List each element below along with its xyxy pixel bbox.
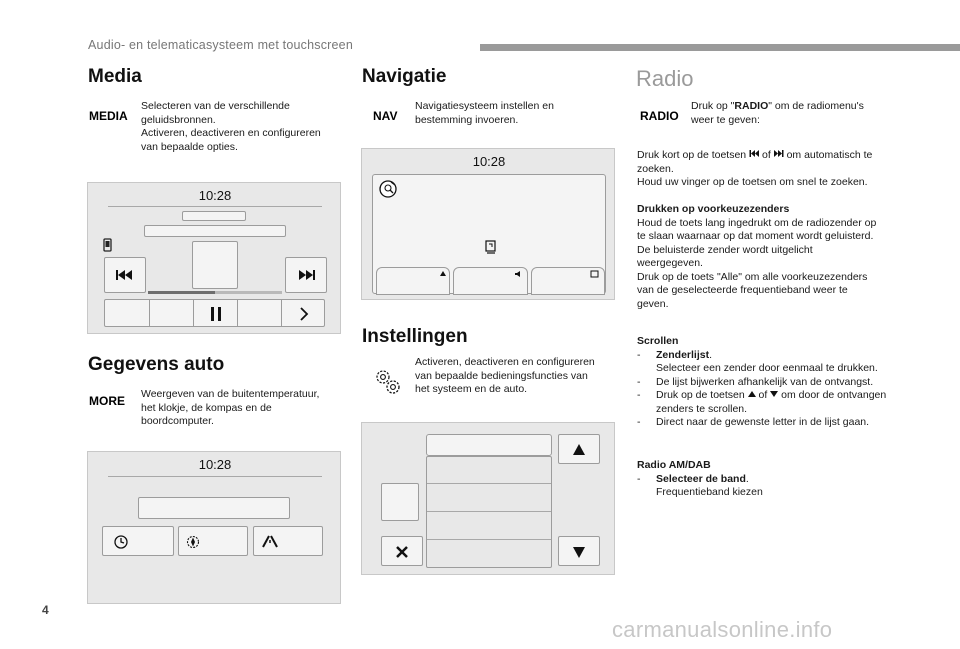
scroll-up-button[interactable] — [558, 434, 600, 464]
skip-forward-icon — [774, 149, 784, 158]
vehicle-info-field — [138, 497, 290, 519]
more-key-label: MORE — [89, 394, 125, 408]
watermark: carmanualsonline.info — [612, 617, 833, 642]
nav-tab-right[interactable] — [531, 267, 605, 295]
media-key-label: MEDIA — [89, 109, 128, 123]
list-item: - Selecteer de band. Frequentieband kiezen — [637, 472, 763, 498]
progress-track[interactable] — [148, 291, 282, 294]
screen-divider — [108, 476, 322, 477]
trip-computer-button[interactable] — [253, 526, 323, 556]
pause-icon[interactable] — [208, 305, 224, 323]
radio-heading: Radio — [636, 66, 694, 91]
gegevens-heading: Gegevens auto — [88, 354, 225, 375]
close-icon — [394, 544, 410, 560]
triangle-up-icon — [439, 270, 447, 278]
navigatie-description: Navigatiesysteem instellen en bestemming invoeren. — [415, 100, 554, 126]
header-bar — [480, 44, 960, 51]
settings-gears-icon — [370, 364, 406, 400]
list-item: - Direct naar de gewenste letter in de lijst gaan. — [637, 416, 870, 428]
radio-band-section: Radio AM/DAB - Selecteer de band. Frequentieband kiezen — [637, 459, 899, 500]
triangle-up-icon — [571, 442, 587, 458]
volume-icon — [514, 270, 524, 278]
page-number: 4 — [42, 603, 49, 617]
settings-list[interactable] — [426, 456, 552, 568]
progress-fill — [148, 291, 215, 294]
clock-button[interactable] — [102, 526, 174, 556]
media-screen-time: 10:28 — [198, 188, 232, 203]
settings-small-icon — [590, 270, 600, 278]
radio-scroll-section: Scrollen - Zenderlijst. Selecteer een zender door eenmaal te drukken. - De lijst bijwerken afhankelijk van de ontvangst. - Druk op de toetsen of om door de ontvangen zenders te scrollen. - Direct naar de gewenste letter in de lijst gaan. — [637, 335, 899, 430]
screen-divider — [108, 206, 322, 207]
media-heading: Media — [88, 66, 142, 87]
instellingen-heading: Instellingen — [362, 326, 468, 347]
phone-icon — [103, 238, 113, 252]
settings-thumb — [381, 483, 419, 521]
chevron-right-icon[interactable] — [296, 305, 312, 323]
radio-intro: Druk op "RADIO" om de radiomenu's weer te geven: — [691, 100, 864, 126]
navigation-search-icon[interactable] — [378, 179, 400, 201]
next-button[interactable] — [285, 257, 327, 293]
radio-preset-section: Drukken op voorkeuzezenders Houd de toets lang ingedrukt om de radiozender op te slaan waarnaar op dat moment wordt geluisterd. De beluisterde zender wordt uitgelicht weergegeven. Druk op de toets "Alle" om alle voorkeuzezenders van de geselecteerde frequentieband weer te geven. — [637, 203, 877, 310]
media-description: Selecteren van de verschillende geluidsbronnen. Activeren, deactiveren en configureren van bepaalde opties. — [141, 100, 321, 153]
nav-key-label: NAV — [373, 109, 398, 123]
list-item: - Druk op de toetsen of om door de ontvangen zenders te scrollen. — [637, 389, 887, 415]
nav-tab-middle[interactable] — [453, 267, 528, 295]
map-view-icon — [483, 239, 499, 255]
previous-button[interactable] — [104, 257, 146, 293]
album-art — [192, 241, 238, 289]
close-button[interactable] — [381, 536, 423, 566]
settings-list-header[interactable] — [426, 434, 552, 456]
scroll-down-button[interactable] — [558, 536, 600, 566]
media-screen — [87, 182, 341, 334]
list-item: - Zenderlijst. Selecteer een zender door eenmaal te drukken. — [637, 348, 878, 374]
vehicle-screen-time: 10:28 — [198, 457, 232, 472]
instellingen-description: Activeren, deactiveren en configureren van bepaalde bedieningsfuncties van het systeem en de auto. — [415, 356, 595, 395]
list-item: - De lijst bijwerken afhankelijk van de ontvangst. — [637, 375, 874, 388]
radio-seek-text: Druk kort op de toetsen of om automatisch te zoeken. Houd uw vinger op de toetsen om snel te zoeken. — [637, 149, 873, 188]
skip-forward-icon — [286, 258, 326, 292]
media-control-bar — [104, 299, 325, 327]
skip-back-icon — [105, 258, 145, 292]
nav-tab-left[interactable] — [376, 267, 450, 295]
radio-key-label: RADIO — [640, 109, 679, 123]
compass-button[interactable] — [178, 526, 248, 556]
media-track-field[interactable] — [144, 225, 286, 237]
skip-back-icon — [749, 149, 759, 158]
compass-icon — [185, 534, 201, 550]
media-source-field[interactable] — [182, 211, 246, 221]
vehicle-screen — [87, 451, 341, 604]
navigatie-heading: Navigatie — [362, 66, 447, 87]
navigation-screen — [361, 148, 615, 300]
triangle-down-icon — [571, 544, 587, 560]
caret-up-icon — [748, 390, 756, 398]
gegevens-description: Weergeven van de buitentemperatuur, het klokje, de kompas en de boordcomputer. — [141, 388, 320, 427]
road-icon — [260, 533, 280, 549]
settings-screen — [361, 422, 615, 575]
page-header-title: Audio- en telematicasysteem met touchscreen — [88, 38, 353, 52]
navigation-screen-time: 10:28 — [472, 154, 506, 169]
clock-icon — [113, 534, 129, 550]
